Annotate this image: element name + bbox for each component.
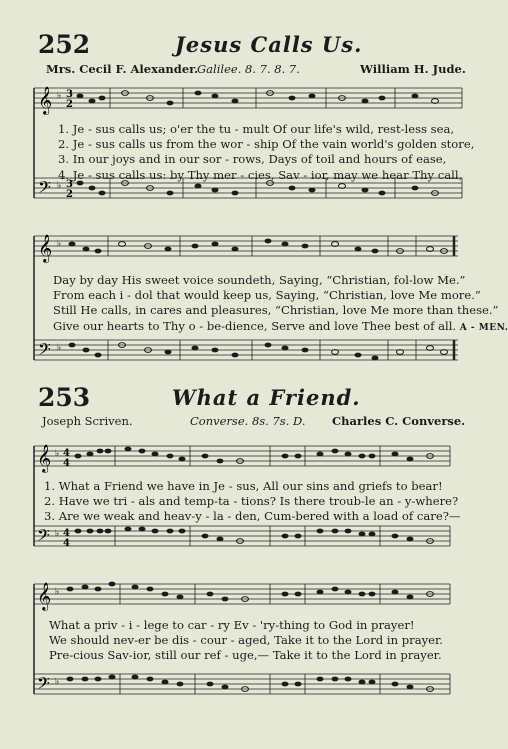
hymn253-verses-a: 1. What a Friend we have in Je - sus, All our sins and griefs to bear! 2. Have we tri - als and temp-ta - tions? Is there troub-le an - y-where? 3. Are we weak and heav-y - la - den, Cum-bered with a load of care?— xyxy=(44,479,461,524)
amen-label: A - MEN. xyxy=(459,322,508,333)
treble-clef-icon: 𝄞 xyxy=(38,86,53,114)
svg-text:4: 4 xyxy=(63,458,70,469)
treble-clef-icon: 𝄞 xyxy=(37,444,52,472)
svg-text:3: 3 xyxy=(66,89,73,100)
hymn-title: What a Friend. xyxy=(172,385,361,410)
hymn-title: Jesus Calls Us. xyxy=(175,32,363,57)
tune-meter: Converse. 8s. 7s. D. xyxy=(190,414,306,428)
treble-clef-icon: 𝄞 xyxy=(37,582,52,610)
hymn-composer: William H. Jude. xyxy=(360,62,466,76)
hymn-author: Joseph Scriven. xyxy=(42,414,133,428)
svg-text:3: 3 xyxy=(66,179,73,190)
svg-text:♭: ♭ xyxy=(57,343,62,353)
bass-clef-icon: 𝄢 xyxy=(38,339,51,363)
hymn-number: 253 xyxy=(38,383,91,412)
hymn252-verses-a: 1. Je - sus calls us; o'er the tu - mult Of our life's wild, rest-less sea, 2. Je - sus calls us from the wor - ship Of the vain world's golden store, 3. In our joys and in our sor - rows, Days of toil and hours of ease, 4. Je - sus calls us: by Thy mer - cies, Sav - ior, may we hear Thy call, xyxy=(58,122,475,182)
treble-clef-icon: 𝄞 xyxy=(38,234,53,262)
svg-text:4: 4 xyxy=(63,538,70,549)
svg-text:4: 4 xyxy=(63,448,70,459)
bass-clef-icon: 𝄢 xyxy=(38,177,51,201)
svg-text:♭: ♭ xyxy=(55,449,60,459)
svg-text:♭: ♭ xyxy=(57,181,62,191)
svg-text:♭: ♭ xyxy=(55,677,60,687)
bass-clef-icon: 𝄢 xyxy=(37,525,50,549)
hymn-number: 252 xyxy=(38,30,91,59)
hymn-author: Mrs. Cecil F. Alexander. xyxy=(46,62,199,76)
svg-text:4: 4 xyxy=(63,528,70,539)
svg-text:♭: ♭ xyxy=(57,91,62,101)
tune-meter: Galilee. 8. 7. 8. 7. xyxy=(197,62,300,76)
svg-text:♭: ♭ xyxy=(55,529,60,539)
svg-text:2: 2 xyxy=(66,189,73,200)
svg-text:♭: ♭ xyxy=(55,587,60,597)
svg-text:2: 2 xyxy=(66,99,73,110)
bass-clef-icon: 𝄢 xyxy=(37,673,50,697)
hymn-composer: Charles C. Converse. xyxy=(332,414,466,428)
svg-text:♭: ♭ xyxy=(57,239,62,249)
hymn253-verses-b: What a priv - i - lege to car - ry Ev - 'ry-thing to God in prayer! We should nev-er be dis - cour - aged, Take it to the Lord in prayer. Pre-cious Sav-ior, still our ref - uge,— Take it to the Lord in prayer. xyxy=(49,618,443,663)
hymn252-verses-b: Day by day His sweet voice soundeth, Saying, “Christian, fol-low Me.” From each i - dol that would keep us, Saying, “Christian, love Me more.” Still He calls, in cares and pleasures, “Christian, love Me more than these.” Give our hearts to Thy o - be-dience, Serve and love Thee best of all. A - MEN. xyxy=(53,273,508,333)
